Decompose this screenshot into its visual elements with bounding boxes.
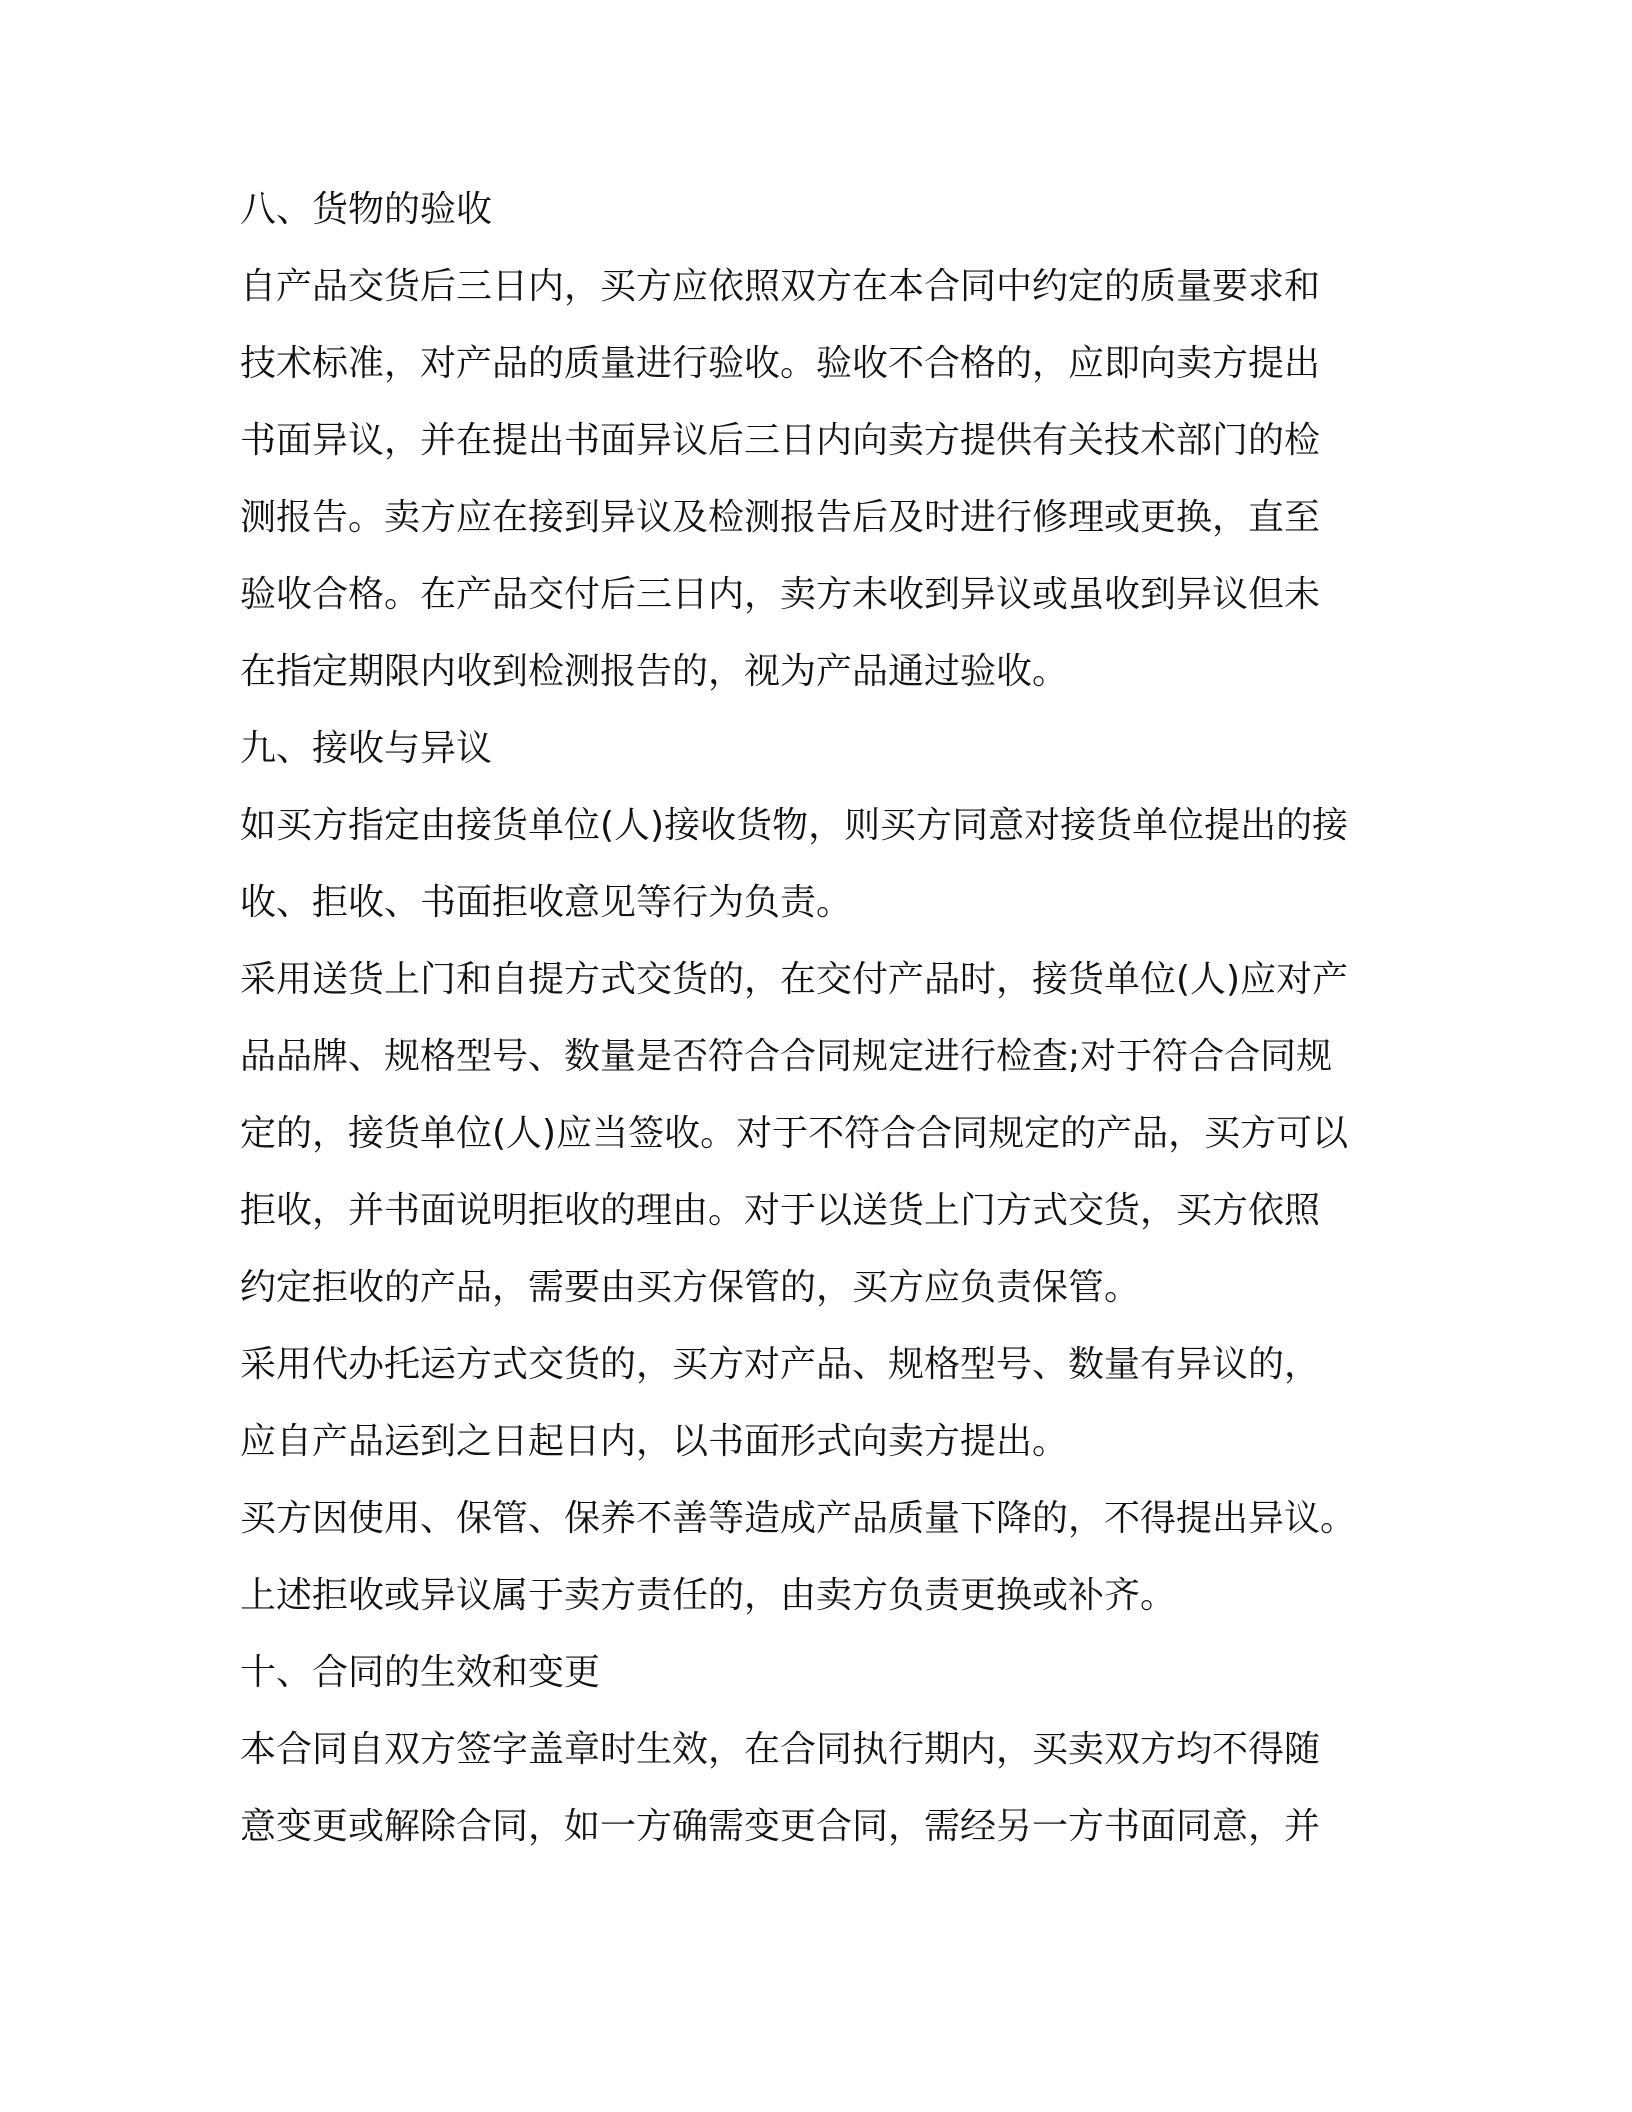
paragraph-line: 技术标准，对产品的质量进行验收。验收不合格的，应即向卖方提出 bbox=[240, 343, 1321, 384]
heading-section-10: 十、合同的生效和变更 bbox=[240, 1652, 601, 1693]
paragraph-line: 收、拒收、书面拒收意见等行为负责。 bbox=[240, 882, 853, 923]
paragraph-line: 本合同自双方签字盖章时生效，在合同执行期内，买卖双方均不得随 bbox=[240, 1729, 1321, 1770]
paragraph-line: 定的，接货单位(人)应当签收。对于不符合合同规定的产品，买方可以 bbox=[240, 1113, 1349, 1154]
paragraph-line: 上述拒收或异议属于卖方责任的，由卖方负责更换或补齐。 bbox=[240, 1575, 1177, 1616]
paragraph-line: 意变更或解除合同，如一方确需变更合同，需经另一方书面同意，并 bbox=[240, 1806, 1321, 1847]
paragraph-line: 买方因使用、保管、保养不善等造成产品质量下降的，不得提出异议。 bbox=[240, 1498, 1357, 1539]
paragraph-line: 采用送货上门和自提方式交货的，在交付产品时，接货单位(人)应对产 bbox=[240, 959, 1349, 1000]
paragraph-line: 在指定期限内收到检测报告的，视为产品通过验收。 bbox=[240, 651, 1069, 692]
paragraph-line: 应自产品运到之日起日内，以书面形式向卖方提出。 bbox=[240, 1421, 1069, 1462]
paragraph-line: 自产品交货后三日内，买方应依照双方在本合同中约定的质量要求和 bbox=[240, 266, 1321, 307]
heading-section-9: 九、接收与异议 bbox=[240, 728, 493, 769]
paragraph-line: 约定拒收的产品，需要由买方保管的，买方应负责保管。 bbox=[240, 1267, 1141, 1308]
paragraph-line: 如买方指定由接货单位(人)接收货物，则买方同意对接货单位提出的接 bbox=[240, 805, 1349, 846]
heading-section-8: 八、货物的验收 bbox=[240, 189, 493, 230]
paragraph-line: 书面异议，并在提出书面异议后三日内向卖方提供有关技术部门的检 bbox=[240, 420, 1321, 461]
paragraph-line: 采用代办托运方式交货的，买方对产品、规格型号、数量有异议的， bbox=[240, 1344, 1321, 1385]
paragraph-line: 拒收，并书面说明拒收的理由。对于以送货上门方式交货，买方依照 bbox=[240, 1190, 1321, 1231]
paragraph-line: 验收合格。在产品交付后三日内，卖方未收到异议或虽收到异议但未 bbox=[240, 574, 1321, 615]
paragraph-line: 测报告。卖方应在接到异议及检测报告后及时进行修理或更换，直至 bbox=[240, 497, 1321, 538]
paragraph-line: 品品牌、规格型号、数量是否符合合同规定进行检查;对于符合合同规 bbox=[240, 1036, 1333, 1077]
